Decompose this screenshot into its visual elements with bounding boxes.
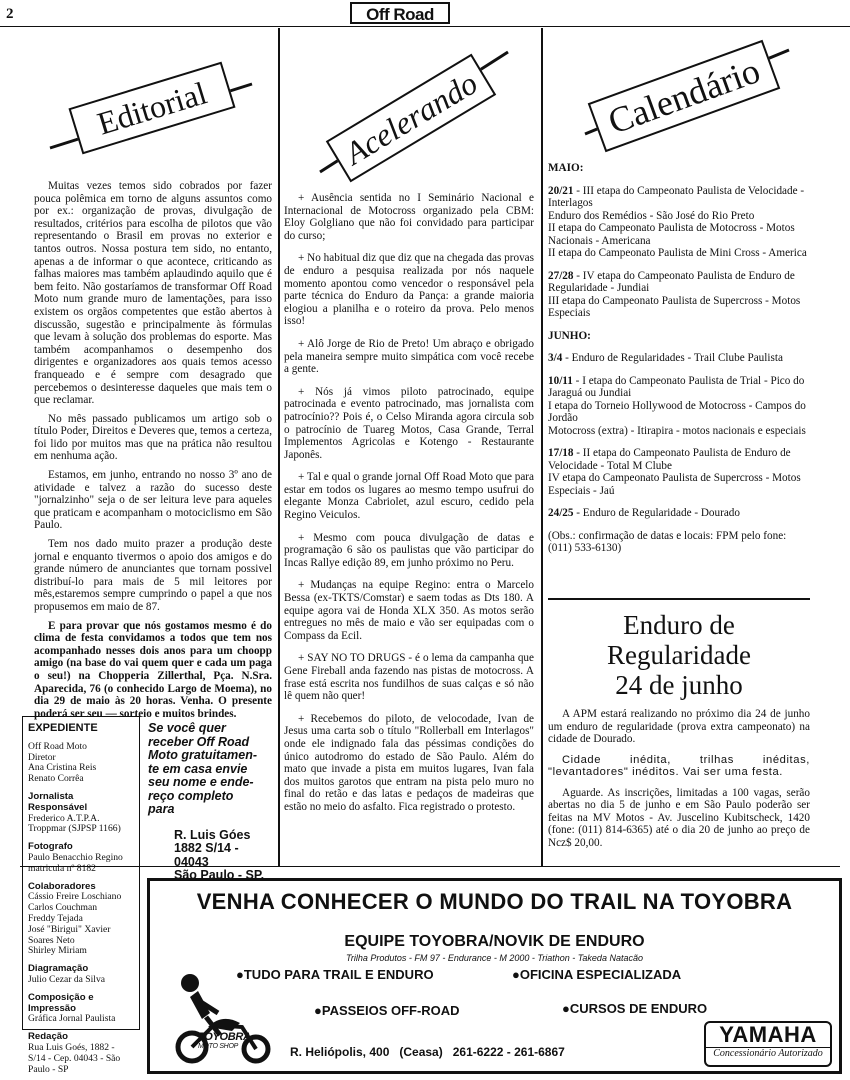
ad-bullet-label: TUDO PARA TRAIL E ENDURO bbox=[243, 967, 434, 982]
acelerando-note: + Mudanças na equipe Regino: entra o Marcelo Bessa (ex-TKTS/Comstar) e saem todas as Dts 180. A equipe agora vai de Honda XLX 350. As motos serão entregues no mês de maio e vão ser equipadas com o Compass da Ecil. bbox=[284, 579, 534, 642]
expediente-group bbox=[28, 742, 134, 785]
ad-bullet bbox=[314, 1003, 460, 1018]
yamaha-logo: YAMAHA bbox=[719, 1022, 817, 1047]
acelerando-note: + Ausência sentida no I Seminário Nacional e Internacional de Motocross organizado pela CBM: Eloy Golgliano que não foi convidado para participar do curso; bbox=[284, 192, 534, 242]
calendar-event: Motocross (extra) - Itirapira - motos nacionais e especiais bbox=[548, 424, 806, 437]
toyobra-logo bbox=[198, 1031, 251, 1050]
calendar-date: 3/4 bbox=[548, 352, 563, 364]
subscription-line: reço completo bbox=[148, 788, 234, 803]
enduro-title-line: Enduro de bbox=[623, 610, 735, 640]
masthead-logo: Off Road bbox=[350, 2, 450, 24]
calendar-event: III etapa do Campeonato Paulista de Supercross - Motos Especiais bbox=[548, 294, 801, 319]
enduro-paragraph: Aguarde. As inscrições, limitadas a 100 vagas, serão abertas no dia 5 de junho e em São Paulo poderão ser feitas na MV Motos - Av. Juscelino Kubitscheck, 1420 (fone: (011) 814-6365) até o dia 20 de junho ao preço de Ncz$ 20,00. bbox=[548, 786, 810, 849]
calendar-event: II etapa do Campeonato Paulista de Motocross - Motos Nacionais - Americana bbox=[548, 222, 795, 247]
subscription-line: seu nome e ende- bbox=[148, 775, 254, 789]
acelerando-body bbox=[284, 192, 534, 824]
column-divider-left bbox=[278, 28, 280, 866]
bullet-icon: ● bbox=[512, 967, 520, 982]
footer-rule bbox=[20, 866, 840, 867]
calendario-title: Calendário bbox=[588, 40, 781, 152]
subscription-address-line: R. Luis Góes bbox=[174, 827, 251, 842]
subscription-line: receber Off Road bbox=[148, 734, 250, 749]
bullet-icon: ● bbox=[236, 967, 244, 982]
expediente-group bbox=[28, 842, 134, 874]
page-number: 2 bbox=[6, 6, 14, 22]
ad-address: R. Heliópolis, 400 (Ceasa) 261-6222 - 261-6867 bbox=[290, 1045, 565, 1059]
expediente-role: Redação bbox=[28, 1031, 68, 1043]
enduro-top-rule bbox=[548, 598, 810, 600]
calendario-list bbox=[548, 160, 810, 555]
editorial-paragraph: Estamos, em junho, entrando no nosso 3º ano de atividade e talvez a razão do sucesso deste "jornalzinho" seja o de ser leitura leve para aqueles que praticam e acompanham o motociclismo em São Paulo. bbox=[34, 469, 272, 532]
calendar-event: Enduro dos Remédios - São José do Rio Preto bbox=[548, 209, 755, 222]
expediente-group bbox=[28, 964, 134, 986]
editorial-title: Editorial bbox=[68, 62, 235, 155]
calendar-date: 20/21 bbox=[548, 184, 574, 197]
acelerando-note: + Mesmo com pouca divulgação de datas e programação 6 são os paulistas que vão participar do Incas Rallye edição 89, em junho próximo no Peru. bbox=[284, 531, 534, 569]
calendar-date: 27/28 bbox=[548, 269, 574, 282]
expediente-name: Off Road Moto bbox=[28, 740, 87, 752]
calendar-event: IV etapa do Campeonato Paulista de Supercross - Motos Especiais - Jaú bbox=[548, 472, 801, 497]
expediente-group bbox=[28, 882, 134, 958]
enduro-headline bbox=[548, 610, 810, 700]
expediente-heading: EXPEDIENTE bbox=[28, 722, 98, 734]
calendar-event: - III etapa do Campeonato Paulista de Velocidade - Interlagos bbox=[548, 184, 805, 209]
toyobra-logo-sub: MOTO SHOP bbox=[198, 1043, 238, 1050]
calendar-date: 10/11 bbox=[548, 374, 573, 387]
expediente-box bbox=[22, 716, 140, 1075]
expediente-role: Jornalista Responsável bbox=[28, 790, 88, 813]
expediente-role: Fotografo bbox=[28, 841, 73, 853]
expediente-name: Frederico A.T.P.A. bbox=[28, 812, 100, 824]
calendar-event: - I etapa do Campeonato Paulista de Trial - Pico do Jaraguá ou Jundiai bbox=[548, 374, 805, 399]
ad-team: EQUIPE TOYOBRA/NOVIK DE ENDURO bbox=[344, 933, 645, 950]
bullet-icon: ● bbox=[314, 1003, 322, 1018]
calendar-event: - II etapa do Campeonato Paulista de Enduro de Velocidade - Total M Clube bbox=[548, 447, 791, 472]
calendar-date: 17/18 bbox=[548, 447, 574, 459]
calendar-event: - Enduro de Regularidades - Trail Clube Paulista bbox=[565, 352, 783, 364]
editorial-paragraph: Muitas vezes temos sido cobrados por fazer pouca polêmica em torno de alguns assuntos como por ex.: organização de provas, divulgação de resultados, critérios para escolha de pilotos que vão representando o Brasil em provas no exterior e tantos outros. Nossa postura tem sido, no entanto, apenas a de informar o que acontece, criticando as falhas maiores mas também aplaudindo aquilo que é bem feito. Não gostaríamos de transformar Off Road Moto num grande muro de lamentações, para isso existem os orgãos competentes que estão abertos à discussão, sugestão e principalmente às fórmulas que levam à solução dos problemas do esporte. Mas também acompanhamos o desempenho dos dirigentes e organizadores aos quais temos acesso franqueado e é sempre com desagrado que percebemos o desinteresse daqueles que mais tem o que reclamar. bbox=[34, 180, 272, 407]
editorial-body bbox=[34, 180, 272, 726]
expediente-role: Composição e Impressão bbox=[28, 991, 94, 1014]
expediente-name: Paulo Benacchio Regino bbox=[28, 851, 123, 863]
expediente-name: Cássio Freire Loschiano bbox=[28, 891, 122, 903]
month-heading: JUNHO: bbox=[548, 329, 591, 342]
acelerando-note: + No habitual diz que diz que na chegada das provas de enduro a pesquisa realizada por nós naquele momento apontou como vencedor o responsável pela parte técnica do Enduro da Pança: a grande maioria elogiou a planilha e o roteiro da prova. Pelo menos isso! bbox=[284, 252, 534, 328]
expediente-name: matricula nº 8182 bbox=[28, 862, 96, 874]
enduro-paragraph: Cidade inédita, trilhas inéditas, "levantadores" inéditos. Vai ser uma festa. bbox=[548, 753, 810, 778]
month-heading: MAIO: bbox=[548, 162, 584, 174]
expediente-role: Colaboradores bbox=[28, 880, 96, 892]
acelerando-banner bbox=[282, 30, 540, 180]
expediente-name: Diretor bbox=[28, 751, 56, 763]
expediente-name: Soares Neto bbox=[28, 934, 75, 946]
editorial-paragraph: Tem nos dado muito prazer a produção deste jornal e enquanto tivermos o apoio dos amigos e do grande número de anunciantes que tornam possivel distribuí-lo para mais de 5 mil leitores por mês,estaremos sempre cumprindo o papel a que nos propusemos em maio de 87. bbox=[34, 538, 272, 613]
calendar-note: (Obs.: confirmação de datas e locais: FPM pelo fone: (011) 533-6130) bbox=[548, 529, 787, 554]
yamaha-dealer-label: Concessionário Autorizado bbox=[706, 1047, 830, 1059]
acelerando-note: + Nós já vimos piloto patrocinado, equipe patrocinada e evento patrocinado, mas jornalista com patrocínio?? Pois é, o Celso Miranda agora circula sob o patrocínio de Tuareg Motos, Casa Grande, Terral Implementos Agricolas e Kotengo - Restaurante Japonês. bbox=[284, 385, 534, 461]
yamaha-dealer-badge bbox=[704, 1021, 832, 1067]
expediente-name: José "Birigui" Xavier bbox=[28, 923, 111, 935]
calendar-event: - Enduro de Regularidade - Dourado bbox=[576, 507, 740, 519]
ad-bullet-label: OFICINA ESPECIALIZADA bbox=[519, 967, 682, 982]
expediente-name: Shirley Miriam bbox=[28, 945, 87, 957]
calendar-entry bbox=[548, 352, 810, 365]
toyobra-ad bbox=[147, 878, 842, 1074]
acelerando-note: + SAY NO TO DRUGS - é o lema da campanha que Gene Fireball anda fazendo nas pistas de motocross. A frase está escrita nos fundilhos de suas calças e só não lê quem não quer! bbox=[284, 652, 534, 703]
subscription-line: te em casa envie bbox=[148, 761, 248, 776]
header-rule bbox=[0, 26, 850, 27]
calendar-entry bbox=[548, 375, 810, 438]
expediente-group bbox=[28, 1032, 134, 1075]
subscription-line: Se você quer bbox=[148, 721, 226, 735]
editorial-paragraph: No mês passado publicamos um artigo sob o título Poder, Direitos e Deveres que, temos a certeza, foi lido por muitos mas que na prática não resultou em nenhuma ação. bbox=[34, 412, 272, 463]
column-divider-right bbox=[541, 28, 543, 866]
editorial-paragraph-invitation: E para provar que nós gostamos mesmo é do clima de festa convidamos a todos que tem nos acompanhado nesses dois anos para um choopp amigo (na base do vai quem quer e cada um paga o seu!) na Chopperia Zillerthal, Pça. N.Sra. Aparecida, 76 (o conhecido Largo de Moema), no dia 29 de maio às 20 horas. Venha. O presente poderá ser seu — sorteio e muitos brindes. bbox=[34, 619, 272, 720]
acelerando-title: Acelerando bbox=[326, 54, 496, 183]
calendar-event: - IV etapa do Campeonato Paulista de Enduro de Regularidade - Jundiai bbox=[548, 269, 795, 294]
toyobra-logo-text: TOYOBRA bbox=[198, 1031, 251, 1043]
expediente-group bbox=[28, 792, 134, 835]
motorcycle-rider-icon bbox=[162, 969, 282, 1065]
ad-bullet bbox=[512, 967, 681, 982]
calendar-event: II etapa do Campeonato Paulista de Mini Cross - America bbox=[548, 247, 807, 259]
acelerando-note: + Recebemos do piloto, de velocodade, Ivan de Jesus uma carta sob o título "Rollerball em Interlagos" onde ele indignado fala das péssimas condições do único autodromo do estado de São Paulo. Além do mato que invade a pista em muitos lugares, Ivan fala dos muitos garotos que entram na pista pelo muro no final do retão e das latas e pedaços de madeiras que estão no meio do asfalto. Fica registrado o protesto. bbox=[284, 712, 534, 813]
expediente-name: Rua Luis Goés, 1882 - S/14 - Cep. 04043 - São Paulo - SP bbox=[28, 1041, 121, 1075]
ad-products: Trilha Produtos - FM 97 - Endurance - M 2000 - Triathon - Takeda Natacão bbox=[346, 953, 643, 963]
enduro-body bbox=[548, 708, 810, 857]
subscription-address-line: São Paulo - SP. bbox=[174, 868, 265, 882]
calendar-entry bbox=[548, 507, 810, 520]
ad-headline: VENHA CONHECER O MUNDO DO TRAIL NA TOYOBRA bbox=[196, 889, 793, 914]
expediente-name: Freddy Tejada bbox=[28, 912, 83, 924]
expediente-group bbox=[28, 993, 134, 1025]
acelerando-note: + Alô Jorge de Rio de Preto! Um abraço e obrigado pela maneira sempre muito simpática com você recebe a gente. bbox=[284, 337, 534, 376]
enduro-title-line: 24 de junho bbox=[615, 670, 743, 700]
calendar-date: 24/25 bbox=[548, 507, 574, 519]
expediente-name: Julio Cezar da Silva bbox=[28, 973, 105, 985]
ad-bullet-label: CURSOS DE ENDURO bbox=[569, 1001, 708, 1016]
expediente-role: Diagramação bbox=[28, 963, 89, 975]
expediente-name: Renato Corrêa bbox=[28, 773, 84, 785]
acelerando-note: + Tal e qual o grande jornal Off Road Moto que para estar em todos os lugares ao mesmo tempo usufrui do elegante Monza Cabriolet, azul escuro, cedido pela Regino Veiculos. bbox=[284, 471, 534, 522]
expediente-name: Gráfica Jornal Paulista bbox=[28, 1013, 116, 1025]
calendar-entry bbox=[548, 270, 810, 320]
ad-bullet-label: PASSEIOS OFF-ROAD bbox=[321, 1003, 460, 1018]
ad-bullet bbox=[562, 1001, 707, 1016]
subscription-address bbox=[148, 829, 276, 883]
calendar-entry bbox=[548, 447, 810, 497]
expediente-name: Troppmar (SJPSP 1166) bbox=[28, 823, 121, 835]
subscription-line: Moto gratuitamen- bbox=[148, 748, 258, 762]
subscription-offer bbox=[148, 722, 276, 883]
calendar-entry bbox=[548, 185, 810, 260]
expediente-name: Carlos Couchman bbox=[28, 902, 98, 914]
subscription-line: para bbox=[148, 802, 175, 816]
subscription-address-line: 1882 S/14 - 04043 bbox=[174, 841, 239, 869]
expediente-name: Ana Cristina Reis bbox=[28, 762, 97, 774]
editorial-banner bbox=[20, 30, 278, 170]
enduro-title-line: Regularidade bbox=[607, 640, 751, 670]
calendario-banner bbox=[545, 30, 845, 150]
enduro-paragraph: A APM estará realizando no próximo dia 24 de junho um enduro de regularidade (prova extra campeonato) na cidade de Dourado. bbox=[548, 708, 810, 745]
bullet-icon: ● bbox=[562, 1001, 570, 1016]
calendar-event: I etapa do Torneio Hollywood de Motocross - Campos do Jordão bbox=[548, 399, 806, 424]
